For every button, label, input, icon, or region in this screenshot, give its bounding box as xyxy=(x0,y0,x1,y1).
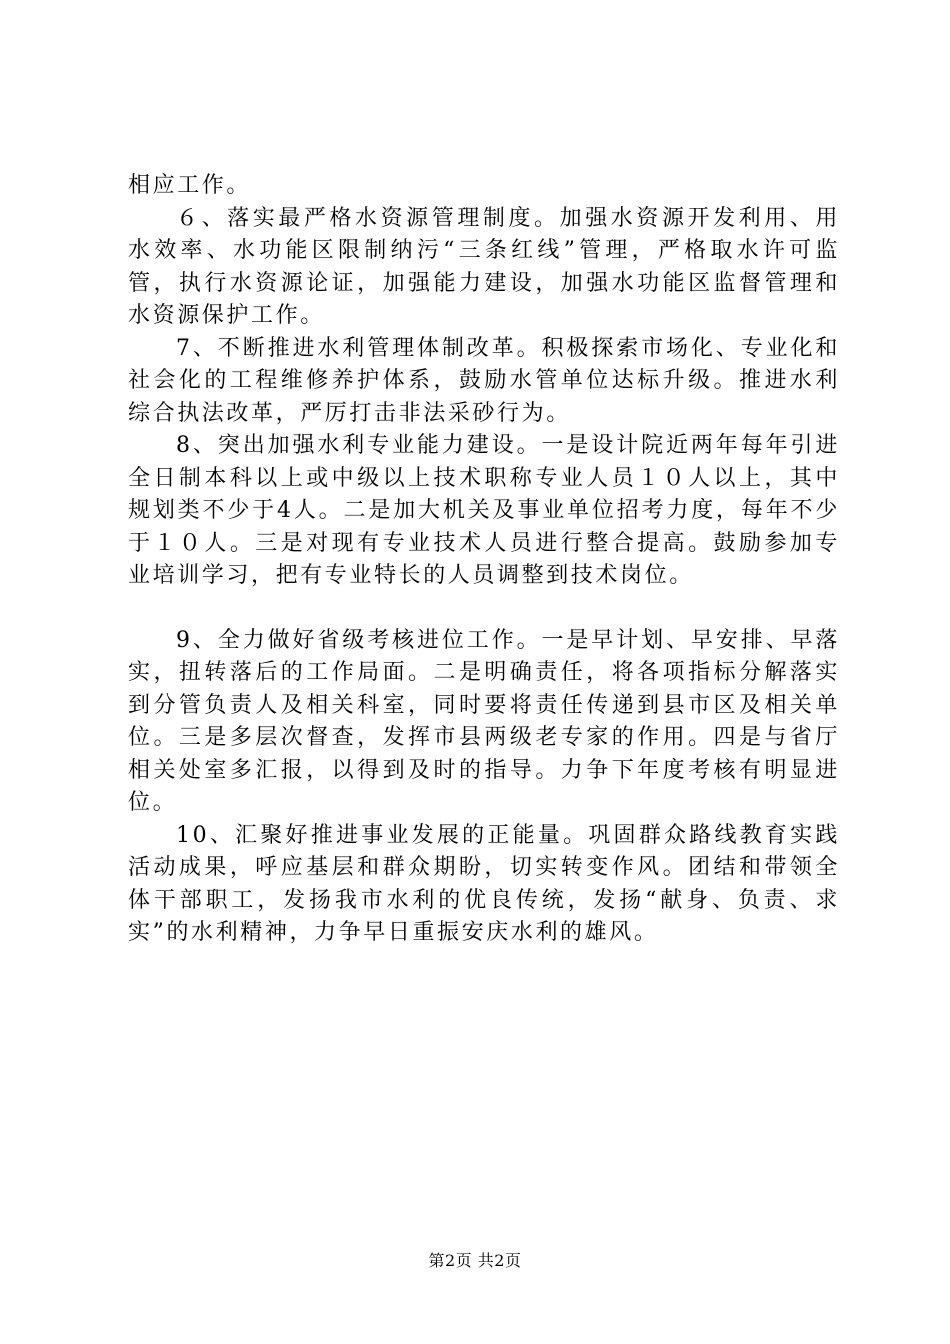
page-number-footer: 第2页 共2页 xyxy=(428,1251,522,1270)
document-body xyxy=(128,170,840,950)
paragraph-item-10: 10、汇聚好推进事业发展的正能量。巩固群众路线教育实践活动成果，呼应基层和群众期盼，切实转变作风。团结和带领全体干部职工，发扬我市水利的优良传统，发扬“献身、负责、求实”的水利精神，力争早日重振安庆水利的雄风。 xyxy=(128,822,840,945)
paragraph-continuation: 相应工作。 xyxy=(128,173,252,198)
paragraph-item-8: 8、突出加强水利专业能力建设。一是设计院近两年每年引进全日制本科以上或中级以上技术职称专业人员１０人以上，其中规划类不少于4人。二是加大机关及事业单位招考力度，每年不少于１０人。三是对现有专业技术人员进行整合提高。鼓励参加专业培训学习，把有专业特长的人员调整到技术岗位。 xyxy=(128,433,840,588)
paragraph-item-7: 7、不断推进水利管理体制改革。积极探索市场化、专业化和社会化的工程维修养护体系，鼓励水管单位达标升级。推进水利综合执法改革，严厉打击非法采砂行为。 xyxy=(128,335,840,426)
paragraph-item-9: 9、全力做好省级考核进位工作。一是早计划、早安排、早落实，扭转落后的工作局面。二是明确责任，将各项指标分解落实到分管负责人及相关科室，同时要将责任传递到县市区及相关单位。三是多层次督查，发挥市县两级老专家的作用。四是与省厅相关处室多汇报，以得到及时的指导。力争下年度考核有明显进位。 xyxy=(128,627,840,815)
paragraph-item-6: ６、落实最严格水资源管理制度。加强水资源开发利用、用水效率、水功能区限制纳污“三条红线”管理，严格取水许可监管，执行水资源论证，加强能力建设，加强水功能区监督管理和水资源保护工作。 xyxy=(128,205,840,328)
